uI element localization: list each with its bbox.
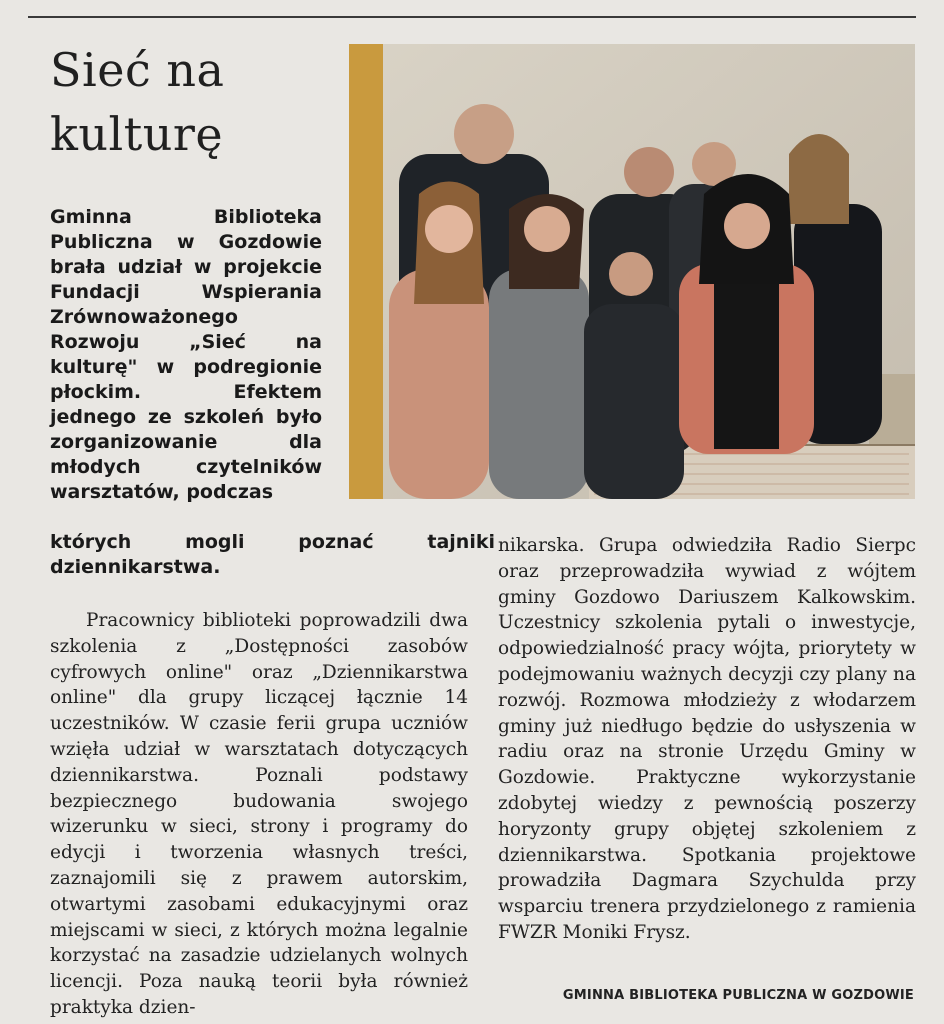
article-column-2: nikarska. Grupa odwiedziła Radio Sierpc oraz przeprowadziła wywiad z wójtem gminy Gozdowo Dariuszem Kalkowskim. Uczestnicy szkolenia pytali o inwestycje, odpowiedzialność pracy wójta, priorytety w podejmowaniu ważnych decyzji czy plany na rozwój. Rozmowa młodzieży z włodarzem gminy już niedługo będzie do usłyszenia w radiu oraz na stronie Urzędu Gminy w Gozdowie. Praktyczne wykorzystanie zdobytej wiedzy z pewnością poszerzy horyzonty grupy objętej szkoleniem z dziennikarstwa. Spotkania projektowe prowadziła Dagmara Szychulda przy wsparciu trenera przydzielonego z ramienia FWZR Moniki Frysz.: [498, 535, 916, 943]
title-line-2: kulturę: [50, 107, 224, 161]
group-photo-illustration: [349, 44, 915, 499]
group-photo: [349, 44, 915, 499]
yellow-wall-edge: [349, 44, 383, 499]
article-column-1: Pracownicy biblioteki poprowadzili dwa szkolenia z „Dostępności zasobów cyfrowych online" oraz „Dziennikarstwa online" dla grupy liczącej łącznie 14 uczestników. W czasie ferii grupa uczniów wzięła udział w warsztatach dotyczących dziennikarstwa. Poznali podstawy bezpiecznego budowania swojego wizerunku w sieci, strony i programy do edycji i tworzenia własnych treści, zaznajomili się z prawem autorskim, otwartymi zasobami edukacyjnymi oraz miejscami w sieci, z których można legalnie korzystać na zasadzie udzielanych wolnych licencji. Poza nauką teorii była również praktyka dzien-: [50, 610, 468, 1018]
lead-paragraph: Gminna Biblioteka Publiczna w Gozdowie brała udział w projekcie Fundacji Wspierania Zrównoważonego Rozwoju „Sieć na kulturę" w podregionie płockim. Efektem jednego ze szkoleń było zorganizowanie dla młodych czytelników warsztatów, podczas: [50, 206, 322, 503]
top-rule: [28, 16, 916, 18]
footer-credit: GMINNA BIBLIOTEKA PUBLICZNA W GOZDOWIE: [562, 988, 914, 1003]
title-line-1: Sieć na: [50, 43, 225, 97]
lead-paragraph-end: których mogli poznać tajniki dziennikarstwa.: [50, 531, 495, 578]
article-title: [50, 38, 340, 166]
